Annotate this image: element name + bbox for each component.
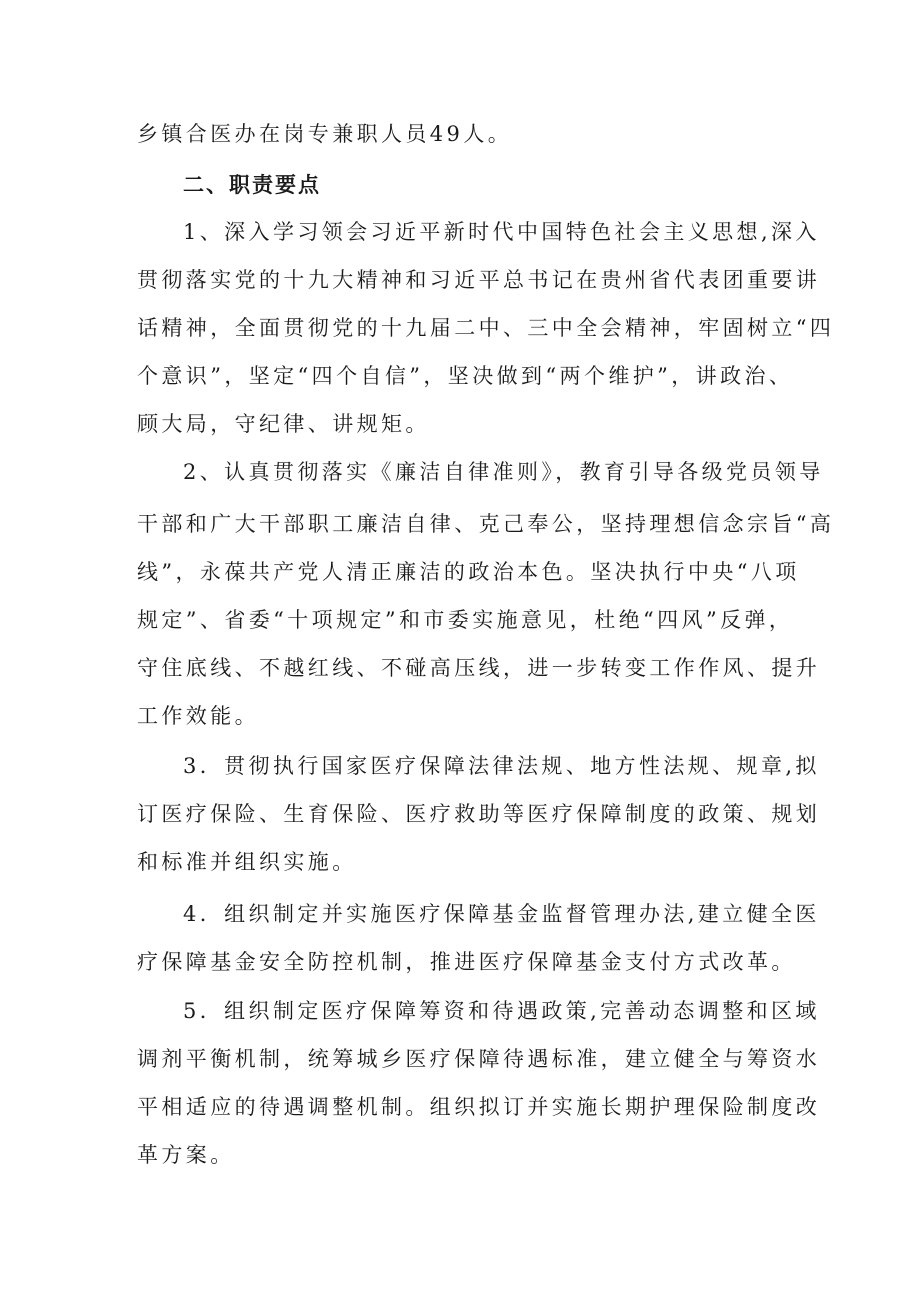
paragraph-1-line-4: 个意识”，坚定“四个自信”，坚决做到“两个维护”，讲政治、 (137, 364, 794, 388)
section-title: 二、职责要点 (183, 173, 321, 197)
paragraph-2-line-5: 守住底线、不越红线、不碰高压线，进一步转变工作作风、提升 (137, 656, 821, 680)
paragraph-3-line-3: 和标准并组织实施。 (137, 850, 357, 874)
paragraph-3-line-1: 3．贯彻执行国家医疗保障法律法规、地方性法规、规章,拟 (183, 754, 820, 778)
paragraph-1-line-2: 贯彻落实党的十九大精神和习近平总书记在贵州省代表团重要讲 (137, 268, 821, 292)
paragraph-5-line-3: 平相适应的待遇调整机制。组织拟订并实施长期护理保险制度改 (137, 1095, 821, 1119)
intro-line: 乡镇合医办在岗专兼职人员49人。 (137, 122, 513, 146)
paragraph-2-line-6: 工作效能。 (137, 704, 259, 728)
paragraph-4-line-2: 疗保障基金安全防控机制，推进医疗保障基金支付方式改革。 (137, 950, 796, 974)
paragraph-1-line-5: 顾大局，守纪律、讲规矩。 (137, 412, 430, 436)
paragraph-5-line-2: 调剂平衡机制，统筹城乡医疗保障待遇标准，建立健全与筹资水 (137, 1047, 821, 1071)
paragraph-2-line-1: 2、认真贯彻落实《廉洁自律准则》，教育引导各级党员领导 (183, 460, 824, 484)
paragraph-1-line-1: 1、深入学习领会习近平新时代中国特色社会主义思想,深入 (183, 220, 820, 244)
paragraph-5-line-1: 5．组织制定医疗保障筹资和待遇政策,完善动态调整和区域 (183, 999, 820, 1023)
paragraph-3-line-2: 订医疗保险、生育保险、医疗救助等医疗保障制度的政策、规划 (137, 802, 821, 826)
paragraph-5-line-4: 革方案。 (137, 1143, 235, 1167)
paragraph-2-line-4: 规定”、省委“十项规定”和市委实施意见，杜绝“四风”反弹， (137, 608, 794, 632)
paragraph-2-line-2: 干部和广大干部职工廉洁自律、克己奉公，坚持理想信念宗旨“高 (137, 512, 835, 536)
paragraph-2-line-3: 线”，永葆共产党人清正廉洁的政治本色。坚决执行中央“八项 (137, 560, 800, 584)
paragraph-1-line-3: 话精神，全面贯彻党的十九届二中、三中全会精神，牢固树立“四 (137, 316, 835, 340)
paragraph-4-line-1: 4．组织制定并实施医疗保障基金监督管理办法,建立健全医 (183, 902, 820, 926)
